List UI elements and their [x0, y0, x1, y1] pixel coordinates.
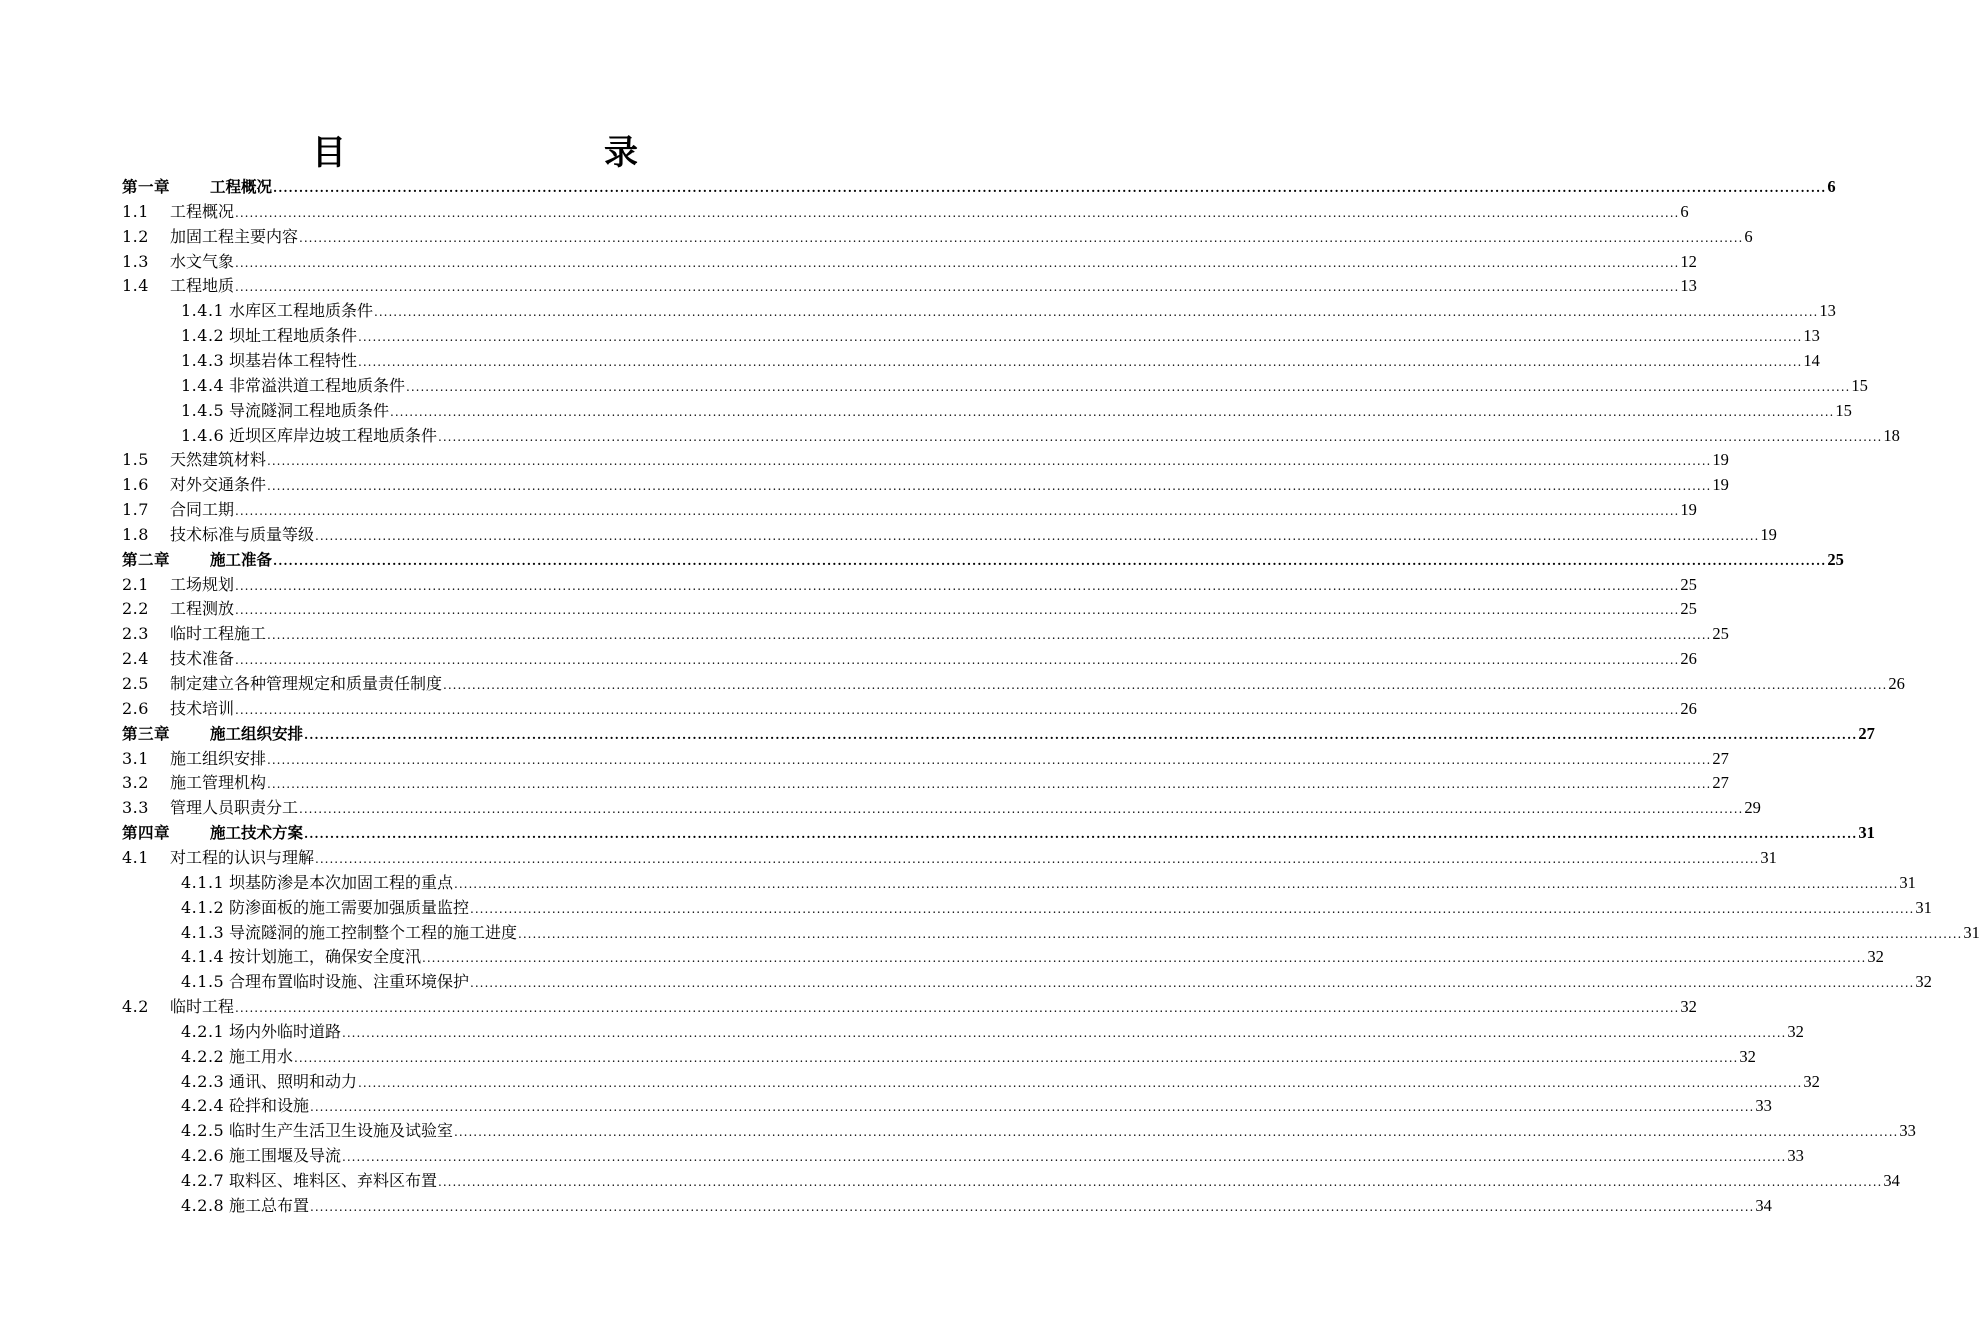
toc-entry-label: 施工技术方案	[210, 824, 304, 843]
toc-entry[interactable]	[122, 274, 1697, 298]
toc-entry[interactable]	[122, 672, 1905, 696]
toc-entry-page: 31	[1915, 897, 1932, 917]
toc-entry-page: 34	[1755, 1195, 1772, 1215]
toc-entry-page: 27	[1712, 748, 1729, 768]
toc-entry-page: 26	[1680, 649, 1697, 669]
toc-entry-label: 技术培训	[170, 698, 235, 718]
toc-entry-label: 近坝区库岸边坡工程地质条件	[229, 425, 438, 445]
toc-entry[interactable]	[181, 299, 1836, 323]
toc-entry[interactable]	[122, 523, 1777, 547]
toc-entry-page: 33	[1787, 1146, 1804, 1166]
toc-entry[interactable]	[181, 921, 1980, 945]
toc-entry-page: 27	[1858, 723, 1875, 743]
toc-entry-number: 1.3	[122, 251, 149, 271]
toc-entry-label: 通讯、照明和动力	[229, 1071, 358, 1091]
toc-entry-page: 12	[1680, 251, 1697, 271]
toc-entry-page: 31	[1858, 823, 1875, 843]
toc-entry[interactable]	[122, 647, 1697, 671]
toc-entry-label: 砼拌和设施	[229, 1096, 310, 1116]
toc-entry-page: 32	[1915, 972, 1932, 992]
toc-entry-page: 34	[1883, 1171, 1900, 1190]
toc-dot-leader: ............................................................................................................................................................................................................................................................................................................	[470, 901, 1915, 916]
toc-entry-number: 1.7	[122, 500, 149, 520]
toc-entry-label: 施工组织安排	[170, 748, 267, 768]
toc-entry-label: 工程概况	[210, 178, 273, 196]
toc-entry[interactable]	[181, 1020, 1804, 1044]
toc-dot-leader: ............................................................................................................................................................................................................................................................................................................	[358, 354, 1803, 369]
toc-entry-number: 1.4.6	[181, 425, 225, 445]
toc-entry-page: 32	[1787, 1021, 1804, 1041]
toc-entry[interactable]	[122, 548, 1844, 572]
toc-entry[interactable]	[122, 747, 1729, 771]
toc-entry[interactable]	[122, 448, 1729, 472]
toc-entry-label: 临时生产生活卫生设施及试验室	[229, 1121, 454, 1141]
toc-dot-leader: ............................................................................................................................................................................................................................................................................................................	[342, 1150, 1787, 1165]
toc-entry-page: 6	[1827, 177, 1836, 196]
toc-entry[interactable]	[181, 1045, 1756, 1069]
toc-entry-page: 26	[1888, 674, 1905, 693]
toc-entry[interactable]	[181, 324, 1820, 348]
toc-entry-number: 1.4.3	[181, 350, 225, 370]
toc-entry-label: 非常溢洪道工程地质条件	[229, 375, 406, 395]
toc-entry-label: 按计划施工，确保安全度汛	[229, 947, 422, 967]
toc-dot-leader: ............................................................................................................................................................................................................................................................................................................	[235, 504, 1680, 519]
toc-entry-page: 25	[1712, 624, 1729, 644]
toc-entry-number: 4.2.5	[181, 1121, 225, 1141]
toc-entry-number: 第二章	[122, 550, 171, 569]
toc-entry-number: 1.2	[122, 226, 149, 246]
toc-dot-leader: ............................................................................................................................................................................................................................................................................................................	[315, 528, 1760, 543]
toc-entry-number: 1.5	[122, 450, 149, 470]
toc-entry-label: 坝基防渗是本次加固工程的重点	[229, 872, 454, 892]
toc-entry-page: 19	[1712, 450, 1729, 470]
toc-entry-label: 施工用水	[229, 1046, 294, 1066]
toc-entry-page: 14	[1803, 350, 1820, 370]
toc-entry[interactable]	[122, 573, 1697, 597]
toc-entry-label: 取料区、堆料区、弃料区布置	[229, 1171, 438, 1190]
toc-entry-label: 施工围堰及导流	[229, 1146, 342, 1166]
toc-entry-number: 4.2.6	[181, 1146, 225, 1166]
toc-entry-number: 1.4.1	[181, 301, 225, 321]
toc-entry[interactable]	[181, 896, 1932, 920]
toc-entry-label: 天然建筑材料	[170, 450, 267, 470]
toc-entry-number: 1.4	[122, 276, 149, 296]
toc-entry-number: 1.1	[122, 201, 149, 221]
toc-entry-label: 对工程的认识与理解	[170, 847, 315, 867]
toc-dot-leader: ............................................................................................................................................................................................................................................................................................................	[267, 479, 1712, 494]
toc-entry-label: 合理布置临时设施、注重环境保护	[229, 972, 470, 992]
toc-entry-label: 临时工程	[170, 997, 235, 1017]
toc-dot-leader: ............................................................................................................................................................................................................................................................................................................	[235, 1001, 1680, 1016]
toc-entry-page: 33	[1899, 1121, 1916, 1141]
toc-entry-number: 2.3	[122, 624, 149, 644]
toc-entry-label: 管理人员职责分工	[170, 798, 299, 818]
toc-entry[interactable]	[122, 821, 1875, 845]
toc-entry-number: 2.5	[122, 674, 149, 693]
toc-entry-number: 2.2	[122, 599, 149, 619]
toc-entry[interactable]	[122, 846, 1777, 870]
toc-dot-leader: ............................................................................................................................................................................................................................................................................................................	[518, 926, 1963, 941]
toc-dot-leader: ............................................................................................................................................................................................................................................................................................................	[235, 255, 1680, 270]
toc-entry-page: 33	[1755, 1096, 1772, 1116]
toc-entry-label: 对外交通条件	[170, 475, 267, 495]
toc-entry[interactable]	[181, 374, 1868, 398]
toc-entry-label: 工程测放	[170, 599, 235, 619]
toc-entry[interactable]	[122, 622, 1729, 646]
toc-entry-label: 技术标准与质量等级	[170, 524, 315, 544]
toc-entry-label: 导流隧洞工程地质条件	[229, 400, 390, 420]
toc-title: 目 录	[312, 133, 750, 173]
toc-entry-page: 25	[1680, 599, 1697, 619]
toc-dot-leader: ............................................................................................................................................................................................................................................................................................................	[267, 628, 1712, 643]
toc-entry-number: 2.1	[122, 574, 149, 594]
toc-entry[interactable]	[122, 722, 1875, 746]
toc-dot-leader: ............................................................................................................................................................................................................................................................................................................	[390, 404, 1835, 419]
toc-dot-leader: ............................................................................................................................................................................................................................................................................................................	[374, 305, 1819, 320]
toc-entry[interactable]	[122, 250, 1697, 274]
toc-entry-page: 13	[1803, 326, 1820, 346]
toc-entry-page: 26	[1680, 698, 1697, 718]
toc-entry-number: 4.2.2	[181, 1046, 225, 1066]
toc-entry[interactable]	[122, 175, 1836, 199]
toc-entry[interactable]	[122, 473, 1729, 497]
toc-entry-number: 1.8	[122, 524, 149, 544]
toc-entry-label: 工场规划	[170, 574, 235, 594]
toc-entry[interactable]	[122, 200, 1689, 224]
toc-dot-leader: ............................................................................................................................................................................................................................................................................................................	[304, 727, 1858, 742]
toc-dot-leader: ............................................................................................................................................................................................................................................................................................................	[267, 752, 1712, 767]
toc-entry-number: 1.4.5	[181, 400, 225, 420]
toc-entry-number: 1.4.4	[181, 375, 225, 395]
toc-dot-leader: ............................................................................................................................................................................................................................................................................................................	[310, 1100, 1755, 1115]
toc-entry-number: 4.2.1	[181, 1021, 225, 1041]
toc-entry-label: 施工总布置	[229, 1195, 310, 1215]
toc-dot-leader: ............................................................................................................................................................................................................................................................................................................	[438, 429, 1883, 444]
toc-entry-page: 32	[1680, 997, 1697, 1017]
toc-entry[interactable]	[181, 945, 1884, 969]
toc-entry-label: 制定建立各种管理规定和质量责任制度	[170, 674, 443, 693]
toc-entry-label: 施工组织安排	[210, 724, 304, 743]
toc-entry-number: 4.1.3	[181, 922, 225, 942]
toc-entry-label: 工程概况	[170, 201, 235, 221]
toc-entry[interactable]	[181, 1070, 1820, 1094]
toc-entry-label: 加固工程主要内容	[170, 226, 299, 246]
toc-dot-leader: ............................................................................................................................................................................................................................................................................................................	[358, 330, 1803, 345]
toc-entry[interactable]	[122, 995, 1697, 1019]
toc-entry[interactable]	[122, 771, 1729, 795]
toc-entry-number: 4.1.2	[181, 897, 225, 917]
toc-entry[interactable]	[181, 871, 1916, 895]
toc-entry-number: 1.4.2	[181, 326, 225, 346]
toc-entry[interactable]	[181, 399, 1852, 423]
toc-entry-page: 13	[1819, 301, 1836, 321]
toc-dot-leader: ............................................................................................................................................................................................................................................................................................................	[438, 1175, 1883, 1189]
toc-entry-number: 4.2	[122, 997, 149, 1017]
toc-entry-number: 第三章	[122, 724, 171, 743]
toc-entry[interactable]	[122, 597, 1697, 621]
toc-entry-label: 水文气象	[170, 251, 235, 271]
toc-dot-leader: ............................................................................................................................................................................................................................................................................................................	[235, 578, 1680, 593]
toc-entry-page: 19	[1712, 475, 1729, 495]
toc-dot-leader: ............................................................................................................................................................................................................................................................................................................	[267, 777, 1712, 792]
toc-entry-number: 第四章	[122, 824, 171, 843]
toc-entry-label: 坝址工程地质条件	[229, 326, 358, 346]
toc-entry-number: 2.6	[122, 698, 149, 718]
toc-dot-leader: ............................................................................................................................................................................................................................................................................................................	[299, 230, 1744, 245]
toc-dot-leader: ............................................................................................................................................................................................................................................................................................................	[406, 379, 1851, 394]
toc-dot-leader: ............................................................................................................................................................................................................................................................................................................	[235, 603, 1680, 618]
toc-entry-label: 场内外临时道路	[229, 1021, 342, 1041]
toc-entry-label: 临时工程施工	[170, 624, 267, 644]
toc-dot-leader: ............................................................................................................................................................................................................................................................................................................	[273, 181, 1827, 195]
toc-entry-label: 施工准备	[210, 550, 273, 569]
toc-dot-leader: ............................................................................................................................................................................................................................................................................................................	[358, 1075, 1803, 1090]
toc-entry-number: 3.3	[122, 798, 149, 818]
toc-entry[interactable]	[181, 1169, 1900, 1193]
toc-entry-page: 18	[1883, 425, 1900, 445]
toc-dot-leader: ............................................................................................................................................................................................................................................................................................................	[422, 951, 1867, 966]
toc-entry-label: 技术准备	[170, 649, 235, 669]
toc-entry-page: 29	[1744, 798, 1761, 818]
toc-dot-leader: ............................................................................................................................................................................................................................................................................................................	[454, 876, 1899, 891]
toc-entry-number: 4.1.1	[181, 872, 225, 892]
toc-entry-page: 19	[1680, 500, 1697, 520]
toc-entry-number: 4.1.4	[181, 947, 225, 967]
toc-entry-number: 3.1	[122, 748, 149, 768]
toc-entry-page: 15	[1835, 400, 1852, 420]
toc-entry[interactable]	[122, 225, 1753, 249]
toc-entry-page: 32	[1803, 1071, 1820, 1091]
toc-dot-leader: ............................................................................................................................................................................................................................................................................................................	[299, 802, 1744, 817]
toc-entry-page: 32	[1867, 947, 1884, 967]
toc-dot-leader: ............................................................................................................................................................................................................................................................................................................	[235, 702, 1680, 717]
toc-entry-number: 4.1.5	[181, 972, 225, 992]
toc-entry-label: 坝基岩体工程特性	[229, 350, 358, 370]
toc-entry-number: 4.2.7	[181, 1171, 225, 1190]
toc-entry-page: 25	[1827, 549, 1844, 569]
toc-entry[interactable]	[181, 424, 1900, 448]
toc-entry-page: 32	[1739, 1046, 1756, 1066]
toc-entry-number: 第一章	[122, 178, 171, 196]
toc-entry-page: 19	[1760, 524, 1777, 544]
toc-dot-leader: ............................................................................................................................................................................................................................................................................................................	[267, 454, 1712, 469]
toc-entry[interactable]	[181, 1119, 1916, 1143]
toc-entry[interactable]	[181, 1144, 1804, 1168]
toc-entry-number: 1.6	[122, 475, 149, 495]
toc-entry-page: 31	[1760, 847, 1777, 867]
toc-entry-page: 13	[1680, 276, 1697, 296]
toc-dot-leader: ............................................................................................................................................................................................................................................................................................................	[443, 678, 1888, 692]
toc-entry-label: 防渗面板的施工需要加强质量监控	[229, 897, 470, 917]
toc-entry[interactable]	[122, 498, 1697, 522]
toc-entry-page: 27	[1712, 773, 1729, 793]
toc-entry-number: 4.2.3	[181, 1071, 225, 1091]
toc-dot-leader: ............................................................................................................................................................................................................................................................................................................	[235, 280, 1680, 295]
toc-entry-label: 施工管理机构	[170, 773, 267, 793]
toc-dot-leader: ............................................................................................................................................................................................................................................................................................................	[273, 553, 1827, 568]
toc-dot-leader: ............................................................................................................................................................................................................................................................................................................	[304, 827, 1858, 842]
toc-entry-number: 2.4	[122, 649, 149, 669]
toc-entry-page: 31	[1899, 872, 1916, 892]
toc-entry-page: 25	[1680, 574, 1697, 594]
toc-entry[interactable]	[181, 349, 1820, 373]
toc-entry-number: 4.2.4	[181, 1096, 225, 1116]
toc-entry-page: 6	[1680, 201, 1689, 221]
toc-entry[interactable]	[122, 697, 1697, 721]
toc-entry[interactable]	[181, 1194, 1772, 1218]
toc-dot-leader: ............................................................................................................................................................................................................................................................................................................	[454, 1125, 1899, 1140]
toc-entry-page: 6	[1744, 226, 1753, 246]
toc-entry[interactable]	[181, 970, 1932, 994]
toc-entry[interactable]	[122, 796, 1761, 820]
toc-dot-leader: ............................................................................................................................................................................................................................................................................................................	[470, 976, 1915, 991]
toc-dot-leader: ............................................................................................................................................................................................................................................................................................................	[294, 1050, 1739, 1065]
toc-dot-leader: ............................................................................................................................................................................................................................................................................................................	[235, 205, 1680, 220]
toc-entry-number: 4.2.8	[181, 1195, 225, 1215]
toc-entry-label: 工程地质	[170, 276, 235, 296]
toc-entry-page: 31	[1963, 922, 1980, 942]
toc-entry-label: 合同工期	[170, 500, 235, 520]
toc-entry-number: 3.2	[122, 773, 149, 793]
toc-dot-leader: ............................................................................................................................................................................................................................................................................................................	[342, 1025, 1787, 1040]
toc-dot-leader: ............................................................................................................................................................................................................................................................................................................	[310, 1199, 1755, 1214]
toc-entry[interactable]	[181, 1094, 1772, 1118]
toc-dot-leader: ............................................................................................................................................................................................................................................................................................................	[315, 851, 1760, 866]
toc-dot-leader: ............................................................................................................................................................................................................................................................................................................	[235, 653, 1680, 668]
toc-entry-number: 4.1	[122, 847, 149, 867]
toc-entry-page: 15	[1851, 375, 1868, 395]
toc-entry-label: 水库区工程地质条件	[229, 301, 374, 321]
toc-entry-label: 导流隧洞的施工控制整个工程的施工进度	[229, 922, 518, 942]
